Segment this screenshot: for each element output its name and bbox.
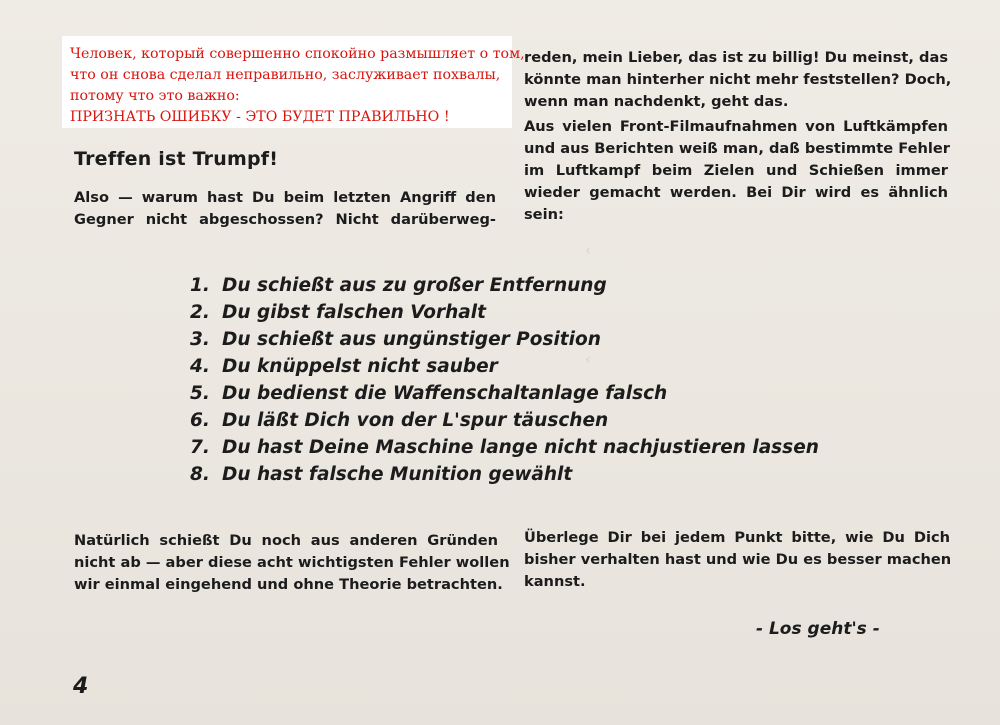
bottom-right-paragraph [524,527,950,593]
list-text: Du gibst falschen Vorhalt [222,302,486,323]
text-line: könnte man hinterher nicht mehr feststellen? Doch, [524,71,952,88]
translation-line: что он снова сделал неправильно, заслуживает похвалы, [70,67,501,83]
list-text: Du schießt aus zu großer Entfernung [222,275,607,296]
text-line: Also — warum hast Du beim letzten Angriff den [74,189,496,206]
list-text: Du knüppelst nicht sauber [222,356,498,377]
text-line: sein: [524,206,564,223]
text-line: wenn man nachdenkt, geht das. [524,93,789,110]
list-number: 1. [190,275,210,296]
fault-list [190,272,819,488]
list-text: Du hast Deine Maschine lange nicht nachjustieren lassen [222,437,819,458]
section-heading: Treffen ist Trumpf! [74,148,279,170]
text-line: Natürlich schießt Du noch aus anderen Gründen [74,532,498,549]
translation-line: Человек, который совершенно спокойно размышляет о том, [70,46,525,62]
list-item [190,299,819,326]
right-intro-paragraph [524,47,952,113]
right-second-paragraph [524,116,948,226]
list-item [190,461,819,488]
list-number: 7. [190,437,210,458]
text-line: reden, mein Lieber, das ist zu billig! Du meinst, das [524,49,949,66]
text-line: im Luftkampf beim Zielen und Schießen immer [524,162,948,179]
translation-note [62,36,525,128]
text-line: wir einmal eingehend und ohne Theorie betrachten. [74,576,503,593]
page-number: 4 [73,674,89,699]
bleed-through-text: ‹ [585,241,591,259]
text-line: nicht ab — aber diese acht wichtigsten Fehler wollen [74,554,510,571]
text-line: bisher verhalten hast und wie Du es besser machen [524,551,952,568]
bleed-through-text: ‹ [585,350,591,368]
text-line: Aus vielen Front-Filmaufnahmen von Luftkämpfen [524,118,948,135]
list-text: Du hast falsche Munition gewählt [222,464,573,485]
list-item [190,407,819,434]
list-text: Du schießt aus ungünstiger Position [222,329,601,350]
list-number: 4. [190,356,210,377]
list-number: 3. [190,329,210,350]
list-text: Du läßt Dich von der L'spur täuschen [222,410,609,431]
text-line: wieder gemacht werden. Bei Dir wird es ähnlich [524,184,948,201]
list-item [190,272,819,299]
list-item [190,380,819,407]
list-number: 6. [190,410,210,431]
bottom-left-paragraph [74,530,510,596]
list-item [190,353,819,380]
left-intro-paragraph [74,187,496,231]
text-line: kannst. [524,573,586,590]
signoff-text: - Los geht's - [756,619,880,639]
list-item [190,326,819,353]
translation-line: потому что это важно: [70,88,240,104]
list-number: 5. [190,383,210,404]
list-number: 8. [190,464,210,485]
list-text: Du bedienst die Waffenschaltanlage falsch [222,383,668,404]
list-number: 2. [190,302,210,323]
text-line: Überlege Dir bei jedem Punkt bitte, wie Du Dich [524,529,950,546]
list-item [190,434,819,461]
translation-line: ПРИЗНАТЬ ОШИБКУ - ЭТО БУДЕТ ПРАВИЛЬНО ! [70,109,450,125]
text-line: und aus Berichten weiß man, daß bestimmte Fehler [524,140,950,157]
text-line: Gegner nicht abgeschossen? Nicht darüberweg- [74,211,496,228]
